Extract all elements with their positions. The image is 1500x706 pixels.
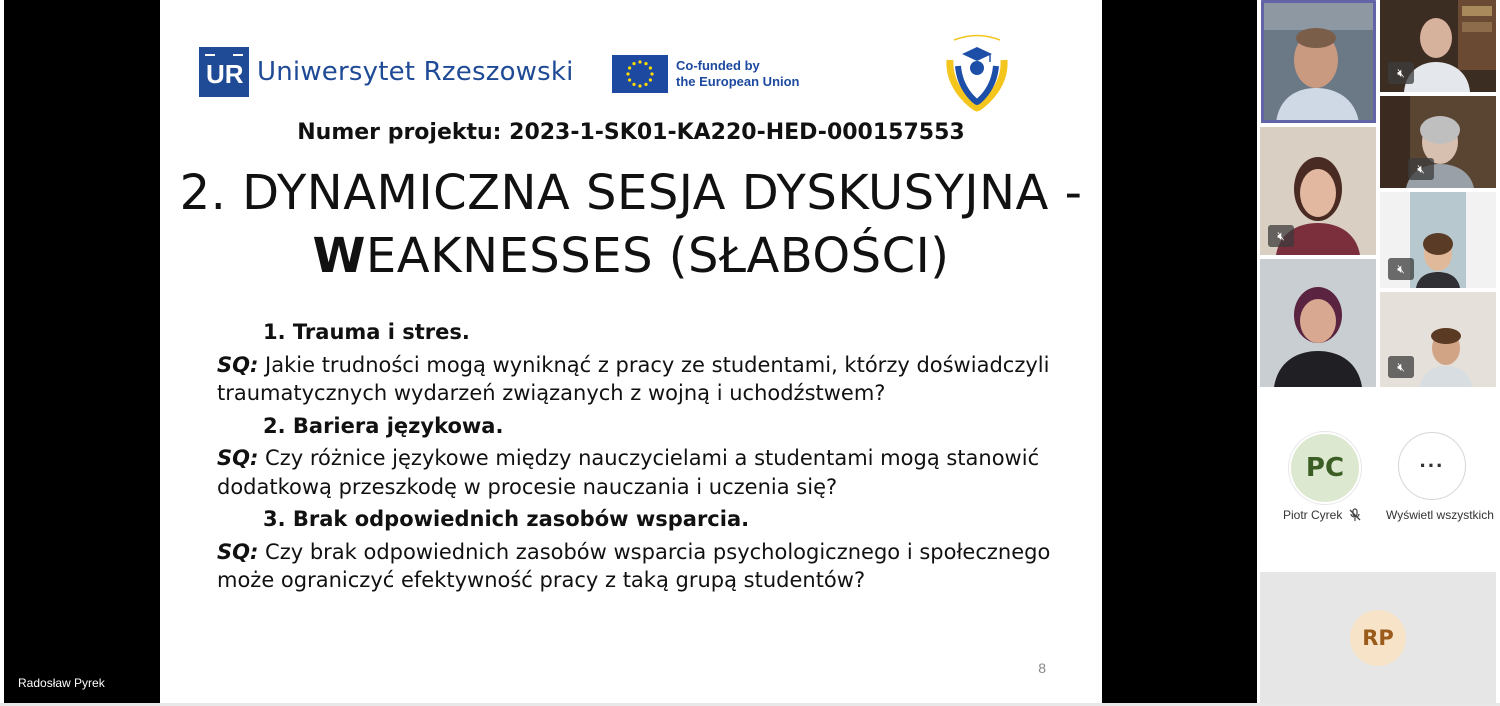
project-logo-icon (940, 32, 1014, 110)
self-view-tile[interactable] (1260, 572, 1496, 703)
participant-name: Piotr Cyrek (1283, 508, 1343, 522)
title-bold-letter: W (312, 228, 366, 284)
mic-off-icon: 🔇︎ (1388, 62, 1414, 84)
participants-panel (1257, 0, 1500, 703)
title-line-1: 2. DYNAMICZNA SESJA DYSKUSYJNA - (179, 165, 1083, 221)
sq-text: Jakie trudności mogą wyniknąć z pracy ze studentami, którzy doświadczyli traumatycznych wydarzeń związanych z wojną i uchodźstwem? (217, 352, 1050, 405)
project-number: Numer projektu: 2023-1-SK01-KA220-HED-000157553 (297, 120, 965, 145)
sq-text: Czy różnice językowe między nauczycielami a studentami mogą stanowić dodatkową przeszkodę w procesie nauczania i uczenia się? (217, 446, 1040, 499)
sq-label: SQ: (217, 539, 259, 564)
participant-video-tile[interactable] (1380, 192, 1496, 288)
presentation-slide (160, 0, 1102, 703)
show-all-label[interactable]: Wyświetl wszystkich (1386, 508, 1494, 522)
eu-cofunded-logo (612, 55, 800, 93)
self-avatar: RP (1350, 610, 1406, 666)
mic-off-icon: 🔇︎ (1268, 225, 1294, 247)
participant-video-tile[interactable] (1261, 0, 1376, 123)
participant-video-tile[interactable] (1260, 127, 1376, 255)
item-heading-2: 2. Bariera językowa. (263, 413, 504, 438)
slide-title (160, 162, 1102, 288)
sq-question-2 (217, 444, 1087, 501)
ur-logo-mark-icon (199, 47, 249, 97)
sq-question-1 (217, 351, 1087, 408)
item-heading-3: 3. Brak odpowiednich zasobów wsparcia. (263, 507, 750, 531)
eu-cofunded-text (676, 58, 800, 90)
title-line-2 (160, 225, 1102, 288)
sq-question-3 (217, 538, 1087, 595)
more-dots-icon: ··· (1419, 453, 1445, 478)
participant-name-label (1283, 508, 1362, 522)
participant-video-feed (1260, 259, 1376, 387)
presenter-name: Radosław Pyrek (18, 676, 105, 690)
eu-line-1: Co-funded by (676, 58, 760, 73)
mic-off-icon (1348, 508, 1362, 522)
item-heading-1: 1. Trauma i stres. (263, 320, 470, 344)
participant-video-tile[interactable] (1380, 292, 1496, 387)
mic-off-icon: 🔇︎ (1408, 158, 1434, 180)
participant-video-tile[interactable] (1380, 0, 1496, 92)
shared-screen-stage (4, 0, 1257, 703)
sq-text: Czy brak odpowiednich zasobów wsparcia psychologicznego i społecznego może ograniczyć efektywność pracy z taką grupą studentów? (217, 539, 1051, 592)
title-line-2-rest: EAKNESSES (SŁABOŚCI) (365, 228, 950, 284)
sq-label: SQ: (217, 352, 259, 377)
slide-body (217, 316, 1087, 599)
participant-avatar[interactable]: PC (1289, 432, 1361, 504)
show-all-participants-button[interactable] (1398, 432, 1466, 500)
slide-page-number: 8 (1038, 660, 1046, 676)
sq-label: SQ: (217, 446, 259, 470)
university-name: Uniwersytet Rzeszowski (257, 57, 574, 87)
mic-off-icon: 🔇︎ (1388, 258, 1414, 280)
participant-video-feed (1380, 96, 1496, 188)
svg-text:UR: UR (206, 59, 244, 89)
ur-logo (199, 46, 574, 98)
participant-video-tile[interactable] (1380, 96, 1496, 188)
eu-line-2: the European Union (676, 74, 800, 89)
eu-flag-icon (612, 55, 668, 93)
mic-off-icon: 🔇︎ (1388, 356, 1414, 378)
participant-video-feed (1261, 0, 1376, 123)
participant-video-tile[interactable] (1260, 259, 1376, 387)
